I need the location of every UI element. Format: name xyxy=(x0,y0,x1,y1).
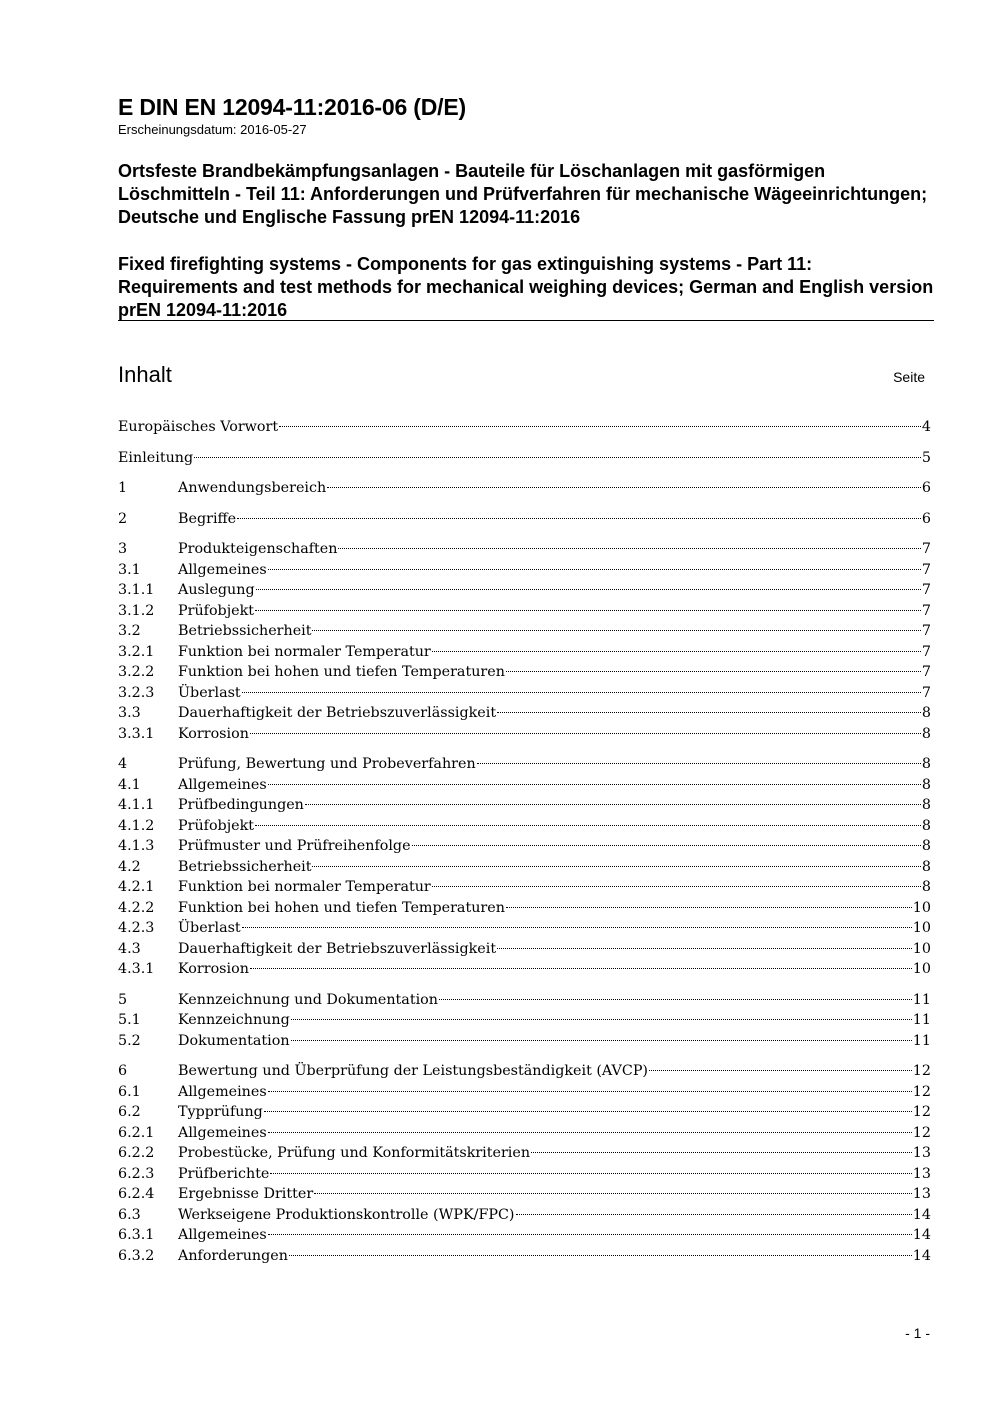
toc-entry-title: Funktion bei normaler Temperatur xyxy=(178,643,431,660)
toc-dot-leader xyxy=(497,948,912,949)
toc-entry-page: 8 xyxy=(921,838,931,854)
toc-entry[interactable] xyxy=(118,795,931,816)
toc-entry[interactable] xyxy=(118,1123,931,1144)
toc-entry[interactable] xyxy=(118,857,931,878)
toc-entry-title: Anwendungsbereich xyxy=(178,480,327,496)
toc-entry-page: 7 xyxy=(921,582,931,598)
toc-entry-number: 3.3.1 xyxy=(118,725,155,742)
toc-heading: Inhalt xyxy=(118,362,172,387)
toc-entry-number: 5.1 xyxy=(118,1012,141,1028)
toc-entry[interactable] xyxy=(118,1082,931,1103)
toc-dot-leader xyxy=(477,763,921,764)
toc-entry-number: 4.1.1 xyxy=(118,797,155,813)
toc-dot-leader xyxy=(289,1255,912,1256)
toc-entry-title: Überlast xyxy=(178,920,241,936)
toc-entry-page: 6 xyxy=(921,480,931,496)
toc-entry[interactable] xyxy=(118,1184,931,1205)
toc-entry-title: Einleitung xyxy=(118,449,194,466)
toc-entry-title: Bewertung und Überprüfung der Leistungsbeständigkeit (AVCP) xyxy=(178,1063,649,1079)
header-rule xyxy=(118,320,934,321)
toc-entry-title: Prüfbedingungen xyxy=(178,797,304,813)
toc-entry[interactable] xyxy=(118,417,931,438)
toc-entry-page: 8 xyxy=(921,817,931,834)
toc-dot-leader xyxy=(497,712,921,713)
toc-entry-page: 8 xyxy=(921,705,931,721)
toc-entry-page: 14 xyxy=(912,1247,931,1264)
toc-dot-leader xyxy=(531,1152,912,1153)
toc-entry[interactable] xyxy=(118,642,931,663)
toc-dot-leader xyxy=(516,1214,912,1215)
toc-entry[interactable] xyxy=(118,478,931,499)
toc-entry-number: 6.2.2 xyxy=(118,1145,155,1161)
toc-entry-number: 3.2.3 xyxy=(118,684,155,701)
toc-dot-leader xyxy=(432,886,921,887)
toc-entry[interactable] xyxy=(118,1225,931,1246)
toc-entry[interactable] xyxy=(118,754,931,775)
toc-entry-number: 4.2.3 xyxy=(118,920,155,936)
toc-entry-title: Begriffe xyxy=(178,510,237,527)
toc-dot-leader xyxy=(312,630,920,631)
toc-entry-title: Allgemeines xyxy=(178,1227,267,1243)
toc-entry-page: 4 xyxy=(921,419,931,435)
toc-entry-page: 7 xyxy=(921,602,931,619)
toc-entry-number: 4.2.1 xyxy=(118,879,155,895)
toc-entry-page: 11 xyxy=(912,1012,931,1028)
publication-date: Erscheinungsdatum: 2016-05-27 xyxy=(118,122,307,137)
toc-entry-page: 7 xyxy=(921,643,931,660)
toc-entry[interactable] xyxy=(118,509,931,530)
toc-dot-leader xyxy=(327,487,921,488)
toc-entry-page: 6 xyxy=(921,510,931,527)
toc-entry-number: 3.3 xyxy=(118,705,141,721)
toc-entry-title: Funktion bei hohen und tiefen Temperaturen xyxy=(178,664,505,680)
toc-entry-title: Betriebssicherheit xyxy=(178,623,312,639)
toc-entry[interactable] xyxy=(118,601,931,622)
toc-entry-title: Prüfung, Bewertung und Probeverfahren xyxy=(178,756,476,772)
toc-entry[interactable] xyxy=(118,898,931,919)
toc-entry[interactable] xyxy=(118,621,931,642)
toc-entry-page: 10 xyxy=(912,899,931,916)
toc-entry-title: Funktion bei hohen und tiefen Temperaturen xyxy=(178,899,505,916)
toc-entry-title: Prüfmuster und Prüfreihenfolge xyxy=(178,838,411,854)
toc-entry[interactable] xyxy=(118,816,931,837)
toc-entry[interactable] xyxy=(118,1205,931,1226)
toc-entry-title: Prüfobjekt xyxy=(178,602,255,619)
toc-entry-number: 3.1 xyxy=(118,561,141,578)
toc-entry-number: 6.3.1 xyxy=(118,1227,155,1243)
toc-dot-leader xyxy=(291,1040,912,1041)
toc-entry-title: Allgemeines xyxy=(178,776,267,793)
toc-entry-page: 13 xyxy=(912,1145,931,1161)
toc-entry-number: 6.2.1 xyxy=(118,1124,155,1141)
toc-entry-page: 8 xyxy=(921,858,931,875)
toc-entry[interactable] xyxy=(118,683,931,704)
toc-entry-title: Überlast xyxy=(178,684,241,701)
toc-entry-page: 14 xyxy=(912,1206,931,1223)
toc-entry[interactable] xyxy=(118,775,931,796)
toc-entry-number: 3 xyxy=(118,541,128,557)
table-of-contents xyxy=(118,417,931,1266)
toc-dot-leader xyxy=(242,927,912,928)
toc-entry-title: Funktion bei normaler Temperatur xyxy=(178,879,431,895)
toc-dot-leader xyxy=(270,1173,911,1174)
toc-entry-number: 5.2 xyxy=(118,1032,141,1049)
toc-entry-title: Auslegung xyxy=(178,582,255,598)
toc-entry-title: Werkseigene Produktionskontrolle (WPK/FPC) xyxy=(178,1206,515,1223)
toc-entry-title: Dauerhaftigkeit der Betriebszuverlässigkeit xyxy=(178,940,497,957)
toc-entry-page: 7 xyxy=(921,664,931,680)
toc-entry[interactable] xyxy=(118,918,931,939)
toc-entry-page: 13 xyxy=(912,1186,931,1202)
document-id: E DIN EN 12094-11:2016-06 (D/E) xyxy=(118,94,466,120)
toc-entry-title: Dauerhaftigkeit der Betriebszuverlässigkeit xyxy=(178,705,497,721)
toc-entry[interactable] xyxy=(118,1031,931,1052)
toc-dot-leader xyxy=(439,999,912,1000)
toc-entry-number: 4.3 xyxy=(118,940,141,957)
toc-entry-page: 12 xyxy=(912,1104,931,1120)
toc-entry[interactable] xyxy=(118,448,931,469)
toc-entry-title: Typprüfung xyxy=(178,1104,263,1120)
toc-dot-leader xyxy=(250,733,921,734)
toc-entry[interactable] xyxy=(118,703,931,724)
toc-entry-number: 6.3.2 xyxy=(118,1247,155,1264)
toc-entry-page: 5 xyxy=(921,449,931,466)
toc-entry-page: 8 xyxy=(921,756,931,772)
toc-dot-leader xyxy=(255,825,921,826)
toc-entry-page: 11 xyxy=(912,1032,931,1049)
toc-entry-page: 12 xyxy=(912,1124,931,1141)
toc-entry-page: 7 xyxy=(921,541,931,557)
toc-entry[interactable] xyxy=(118,959,931,980)
toc-entry-number: 1 xyxy=(118,480,128,496)
toc-dot-leader xyxy=(506,907,912,908)
toc-entry-page: 10 xyxy=(912,920,931,936)
toc-entry-title: Betriebssicherheit xyxy=(178,858,312,875)
toc-entry[interactable] xyxy=(118,662,931,683)
toc-entry-title: Allgemeines xyxy=(178,561,267,578)
toc-entry-number: 4.2.2 xyxy=(118,899,155,916)
toc-entry-title: Prüfobjekt xyxy=(178,817,255,834)
toc-dot-leader xyxy=(312,866,920,867)
toc-dot-leader xyxy=(194,457,921,458)
toc-dot-leader xyxy=(279,426,921,427)
toc-entry-page: 11 xyxy=(912,991,931,1008)
toc-entry-page: 10 xyxy=(912,961,931,977)
toc-entry-title: Korrosion xyxy=(178,725,249,742)
toc-dot-leader xyxy=(268,569,921,570)
toc-entry-page: 8 xyxy=(921,797,931,813)
toc-entry[interactable] xyxy=(118,539,931,560)
toc-entry-page: 14 xyxy=(912,1227,931,1243)
toc-entry[interactable] xyxy=(118,1102,931,1123)
title-english: Fixed firefighting systems - Components for gas extinguishing systems - Part 11: Requirements and test methods for mechanical weighing devices; German and English version prEN 12094-11:2016 xyxy=(118,254,934,320)
toc-entry-title: Dokumentation xyxy=(178,1032,290,1049)
toc-page-column-label: Seite xyxy=(893,369,925,385)
toc-entry-number: 6 xyxy=(118,1063,128,1079)
toc-entry-title: Ergebnisse Dritter xyxy=(178,1186,314,1202)
toc-entry-number: 2 xyxy=(118,510,128,527)
toc-entry-title: Kennzeichnung und Dokumentation xyxy=(178,991,438,1008)
toc-entry-title: Kennzeichnung xyxy=(178,1012,290,1028)
toc-entry-number: 4.1.3 xyxy=(118,838,155,854)
toc-entry-number: 4 xyxy=(118,756,128,772)
toc-entry[interactable] xyxy=(118,1010,931,1031)
toc-entry-number: 3.2 xyxy=(118,623,141,639)
toc-entry-number: 6.2 xyxy=(118,1104,141,1120)
toc-entry-title: Prüfberichte xyxy=(178,1165,270,1182)
toc-entry-number: 6.1 xyxy=(118,1083,141,1100)
toc-entry[interactable] xyxy=(118,1164,931,1185)
toc-entry-page: 7 xyxy=(921,561,931,578)
toc-entry[interactable] xyxy=(118,1246,931,1267)
toc-entry-title: Allgemeines xyxy=(178,1124,267,1141)
toc-entry[interactable] xyxy=(118,990,931,1011)
toc-entry-number: 6.2.4 xyxy=(118,1186,155,1202)
toc-entry-title: Europäisches Vorwort xyxy=(118,419,279,435)
toc-entry-number: 3.1.2 xyxy=(118,602,155,619)
toc-dot-leader xyxy=(432,651,921,652)
toc-dot-leader xyxy=(237,518,921,519)
toc-entry-title: Produkteigenschaften xyxy=(178,541,338,557)
toc-entry-page: 7 xyxy=(921,623,931,639)
toc-entry-title: Anforderungen xyxy=(178,1247,288,1264)
toc-entry[interactable] xyxy=(118,939,931,960)
toc-entry[interactable] xyxy=(118,724,931,745)
toc-entry-number: 3.2.2 xyxy=(118,664,155,680)
toc-dot-leader xyxy=(242,692,921,693)
toc-dot-leader xyxy=(268,1132,912,1133)
toc-dot-leader xyxy=(338,548,920,549)
toc-dot-leader xyxy=(256,589,921,590)
toc-entry-page: 10 xyxy=(912,940,931,957)
toc-dot-leader xyxy=(268,1234,912,1235)
toc-entry-number: 4.3.1 xyxy=(118,961,155,977)
toc-entry-number: 6.3 xyxy=(118,1206,141,1223)
toc-dot-leader xyxy=(250,968,912,969)
toc-entry-number: 4.1 xyxy=(118,776,141,793)
toc-entry[interactable] xyxy=(118,580,931,601)
toc-entry-page: 13 xyxy=(912,1165,931,1182)
toc-entry[interactable] xyxy=(118,836,931,857)
toc-dot-leader xyxy=(268,1091,912,1092)
toc-entry-number: 4.1.2 xyxy=(118,817,155,834)
toc-entry-page: 8 xyxy=(921,725,931,742)
toc-entry-page: 12 xyxy=(912,1083,931,1100)
toc-entry-number: 6.2.3 xyxy=(118,1165,155,1182)
toc-dot-leader xyxy=(506,671,921,672)
toc-dot-leader xyxy=(412,845,921,846)
title-german: Ortsfeste Brandbekämpfungsanlagen - Bauteile für Löschanlagen mit gasförmigen Löschmitteln - Teil 11: Anforderungen und Prüfverfahren für mechanische Wägeeinrichtungen; Deutsche und Englische Fassung prEN 12094-11:2016 xyxy=(118,161,928,227)
toc-entry-page: 8 xyxy=(921,879,931,895)
toc-entry[interactable] xyxy=(118,1061,931,1082)
toc-entry-title: Korrosion xyxy=(178,961,249,977)
toc-entry-title: Allgemeines xyxy=(178,1083,267,1100)
toc-entry[interactable] xyxy=(118,877,931,898)
toc-dot-leader xyxy=(264,1111,912,1112)
toc-entry-page: 7 xyxy=(921,684,931,701)
toc-dot-leader xyxy=(291,1019,912,1020)
toc-entry[interactable] xyxy=(118,560,931,581)
toc-entry-page: 8 xyxy=(921,776,931,793)
toc-dot-leader xyxy=(255,610,921,611)
toc-entry-number: 4.2 xyxy=(118,858,141,875)
page-number: - 1 - xyxy=(905,1325,930,1341)
toc-entry-title: Probestücke, Prüfung und Konformitätskriterien xyxy=(178,1145,531,1161)
toc-dot-leader xyxy=(649,1070,912,1071)
toc-entry[interactable] xyxy=(118,1143,931,1164)
toc-entry-number: 5 xyxy=(118,991,128,1008)
toc-entry-page: 12 xyxy=(912,1063,931,1079)
toc-dot-leader xyxy=(268,784,921,785)
toc-dot-leader xyxy=(314,1193,912,1194)
toc-dot-leader xyxy=(305,804,921,805)
toc-entry-number: 3.2.1 xyxy=(118,643,155,660)
toc-entry-number: 3.1.1 xyxy=(118,582,155,598)
